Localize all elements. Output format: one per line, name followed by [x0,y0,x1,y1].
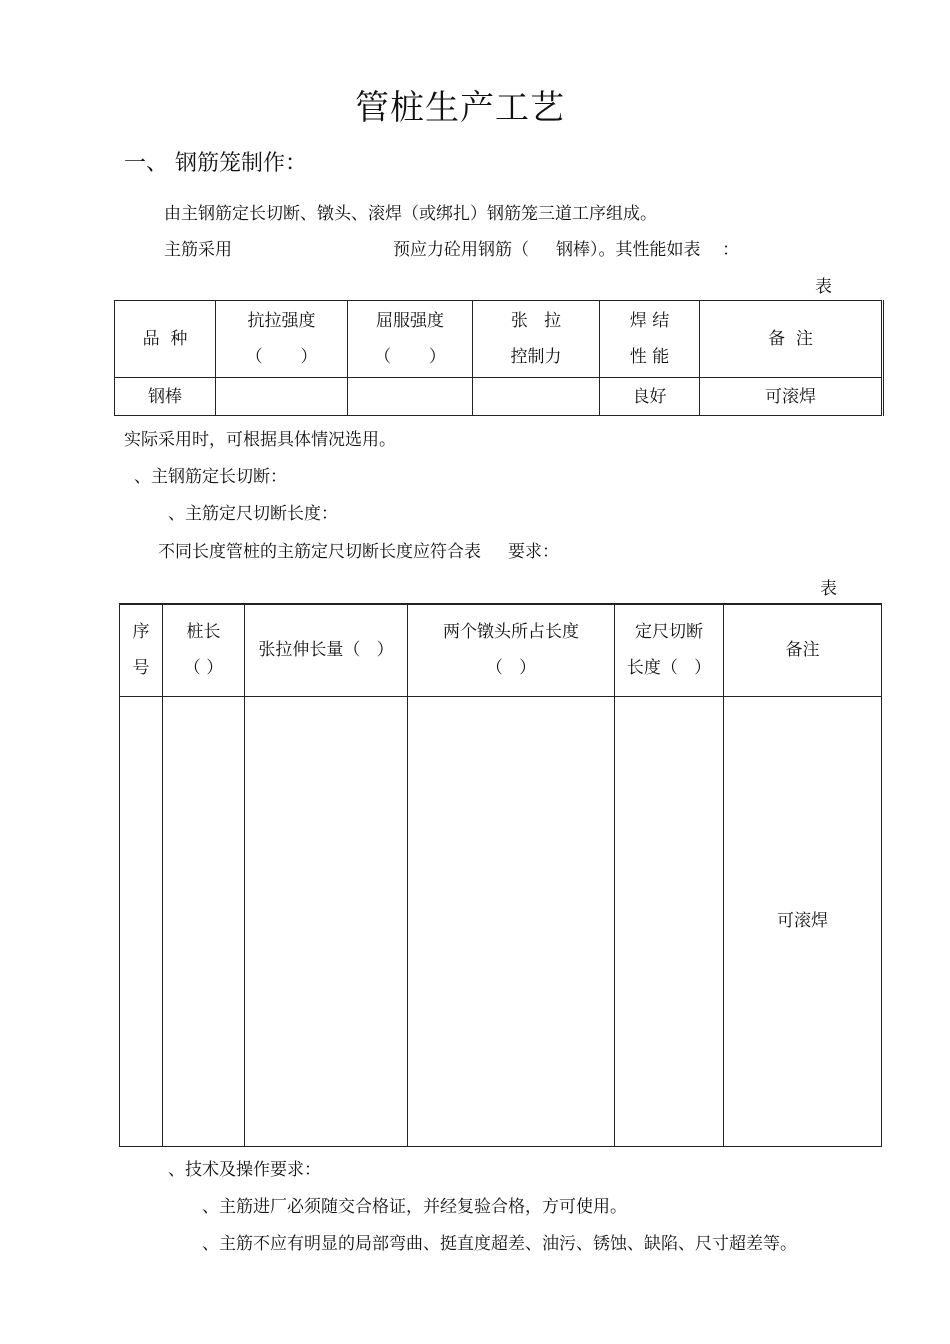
header-tensile [216,301,348,378]
header-remark: 备注 [724,604,882,696]
paragraph-main-bar-desc: 预应力砼用钢筋（ 钢棒）。其性能如表 ： [393,240,740,260]
header-weld-l2: 性 能 [629,347,670,367]
subheading-technical: 、技术及操作要求： [168,1160,321,1180]
subheading-cut-length: 、主筋定尺切断长度： [168,504,338,524]
cell-tension [473,378,600,416]
cell-upset-length [408,696,615,1146]
header-elongation: 张拉伸长量（ ） [245,604,408,696]
cell-elongation [245,696,408,1146]
header-pile-l1: 桩长 [186,622,221,643]
header-weld-l1: 焊 结 [629,311,670,331]
table1-header-row [115,301,883,378]
header-pile-length [163,604,245,696]
header-cut-l1: 定尺切断 [635,622,703,643]
table1-caption: 表 [815,277,832,297]
header-no [120,604,163,696]
header-remark: 备 注 [700,301,883,378]
cell-pile-length [163,696,245,1146]
subheading-cutting: 、主钢筋定长切断： [134,467,287,487]
table2-header-row [120,604,882,696]
header-pile-l2: （ ） [183,658,224,679]
header-cut-l2: 长度（ ） [626,658,712,679]
header-tensile-l1: 抗拉强度 [247,311,316,331]
header-tensile-l2: （ ） [245,347,318,367]
cell-weld: 良好 [600,378,700,416]
cell-no [120,696,163,1146]
cell-remark: 可滚焊 [700,378,883,416]
requirement-1: 、主筋进厂必须随交合格证，并经复验合格，方可使用。 [202,1197,627,1217]
cell-cut-length [615,696,724,1146]
paragraph-main-bar-label: 主筋采用 [164,240,232,260]
page-title: 管桩生产工艺 [355,88,565,128]
header-tension-l1: 张 拉 [510,311,562,331]
cell-tensile [216,378,348,416]
properties-table [114,300,884,416]
header-no-l1: 序 [132,622,150,643]
table-row [115,378,883,416]
header-upset-length [408,604,615,696]
header-yield-l2: （ ） [374,347,446,367]
paragraph-intro: 由主钢筋定长切断、镦头、滚焊（或绑扎）钢筋笼三道工序组成。 [164,204,657,224]
cell-variety: 钢棒 [115,378,216,416]
cell-yield [348,378,473,416]
header-tension [473,301,600,378]
header-cut-length [615,604,724,696]
header-variety: 品 种 [115,301,216,378]
cut-length-table [119,603,882,1147]
header-yield [348,301,473,378]
header-weld [600,301,700,378]
header-tension-l2: 控制力 [510,347,562,367]
table2-caption: 表 [820,579,837,599]
table-row [120,696,882,1146]
requirement-2: 、主筋不应有明显的局部弯曲、挺直度超差、油污、锈蚀、缺陷、尺寸超差等。 [202,1234,797,1254]
cell-remark: 可滚焊 [724,696,882,1146]
section-heading: 一、 钢筋笼制作： [124,151,307,176]
header-yield-l1: 屈服强度 [376,311,444,331]
header-upset-l2: （ ） [485,658,537,679]
paragraph-note: 实际采用时，可根据具体情况选用。 [124,430,396,450]
paragraph-cut-requirement: 不同长度管桩的主筋定尺切断长度应符合表 要求： [158,542,560,562]
header-upset-l1: 两个镦头所占长度 [443,622,579,643]
header-no-l2: 号 [132,658,150,679]
